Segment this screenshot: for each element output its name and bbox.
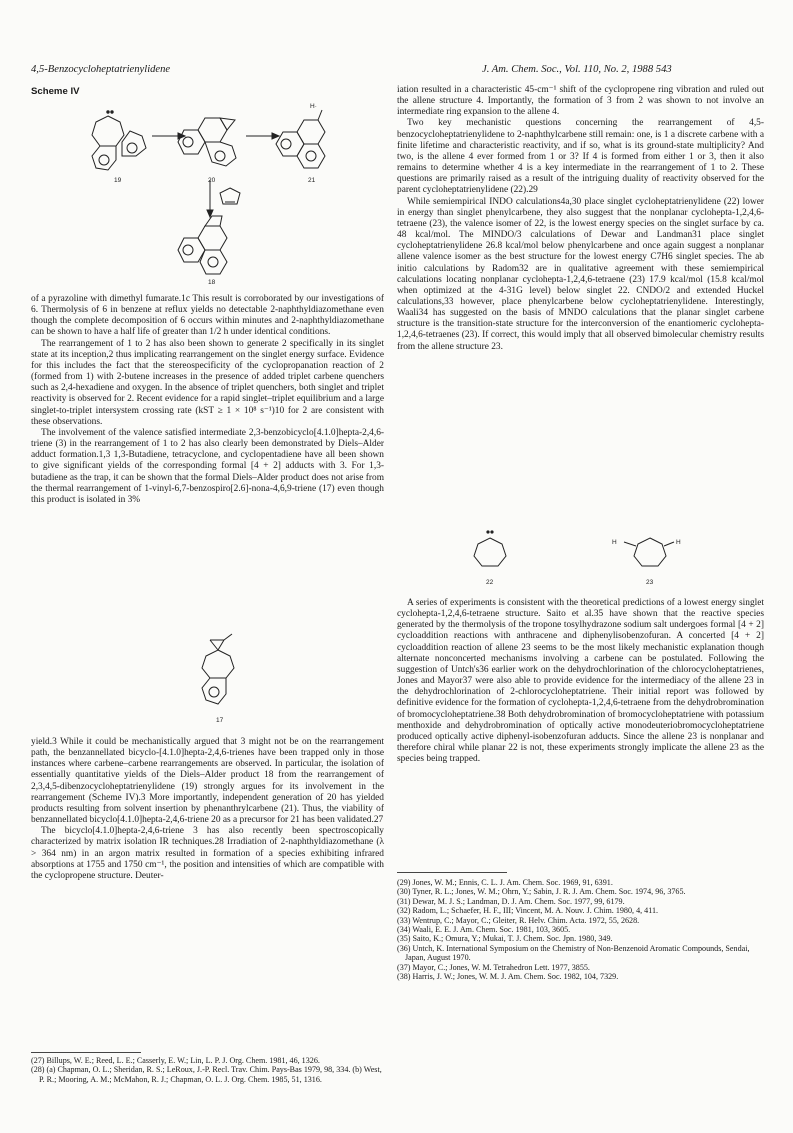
paragraph: yield.3 While it could be mechanistically argued that 3 might not be on the rearrangement path, the benzannellated bicyclo-[4.1.0]hepta-2,4,6-trienes have been trapped only in those instances where carbene–carbene rearrangements are observed. In particular, the isolation of essentially quantitative yields of the Diels–Alder product 18 from the rearrangement of 2,3,4,5-dibenzocycloheptatrienylidene (19) strongly argues for its involvement in the rearrangement (Scheme IV).3 More importantly, independent generation of 20 has yielded products resulting from solvent insertion by phenanthrylcarbene (21). Thus, the viability of benzannellated bicyclo[4.1.0]hepta-2,4,6-triene 20 as a precursor for 21 has been validated.27	[31, 737, 384, 826]
label-17: 17	[216, 717, 224, 724]
label-18: 18	[208, 279, 216, 286]
paragraph: A series of experiments is consistent with the theoretical predictions of a lowest energy singlet cyclohepta-1,2,4,6-tetraene structure. Saito et al.35 have shown that the reactive species generated by the thermolysis of the tropone tosylhydrazone sodium salt undergoes formal [4 + 2] cycloaddition reactions with anthracene and diphenylisobenzofuran. A concerted [4 + 2] cycloaddition reaction of allene 23 seems to be the most likely mechanistic explanation though alternate nonconcerted mechanisms involving a carbene can be postulated. Following the suggestion of Untch's36 earlier work on the dehydrochlorination of the chlorocycloheptatrienes, Jones and Mayor37 were also able to provide evidence for the intermediacy of the allene 23 in the dehydrochlorination of 2-chlorocycloheptatriene. Their initial report was followed by definitive evidence for the formation of cyclohepta-1,2,4,6-tetraene from the dehydrobromination of bromocycloheptatriene.38 Both dehydrobromination of bromocycloheptatriene with potassium menthoxide and dehydrobromination of optically active monodeuteriobromocycloheptatriene produced optically active diphenyl-isobenzofuran adducts. Since the allene 23 is nonplanar and therefore chiral while planar 22 is not, these experiments strongly implicate the allene 23 as the species being trapped.	[397, 598, 764, 765]
label-19: 19	[114, 177, 122, 184]
atom-h-right: H	[676, 539, 681, 546]
footnote: (30) Tyner, R. L.; Jones, W. M.; Ohrn, Y.; Sabin, J. R. J. Am. Chem. Soc. 1974, 96, 3765.	[397, 887, 686, 897]
footnote: (28) (a) Chapman, O. L.; Sheridan, R. S.; LeRoux, J.-P. Recl. Trav. Chim. Pays-Bas 1979, 98, 334. (b) West, P. R.; Mooring, A. M.; McMahon, R. J.; Chapman, O. L. J. Org. Chem. 1985, 51, 1316.	[31, 1065, 382, 1084]
footnote: (37) Mayor, C.; Jones, W. M. Tetrahedron Lett. 1977, 3855.	[397, 962, 590, 972]
paragraph: of a pyrazoline with dimethyl fumarate.1c This result is corroborated by our investigations of 6. Thermolysis of 6 in benzene at reflux yields no detectable 2-naphthyldiazomethane even though the complete decomposition of 6 occurs within minutes and 2-naphthyldiazomethane can be shown to have a half life of greater than 1/2 h under identical conditions.	[31, 294, 384, 338]
label-20: 20	[208, 177, 216, 184]
structure-19	[92, 111, 146, 170]
structures-22-23-diagram	[470, 528, 710, 588]
structure-21	[276, 110, 325, 168]
footnote-rule	[31, 1052, 141, 1053]
right-column-top	[397, 85, 764, 522]
footnote: (29) Jones, W. M.; Ennis, C. L. J. Am. Chem. Soc. 1969, 91, 6391.	[397, 878, 613, 887]
paragraph: The rearrangement of 1 to 2 has also been shown to generate 2 specifically in its singlet state at its inception,2 thus implicating rearrangement on the singlet energy surface. Evidence for this includes the fact that the stereospecificity of the cyclopropanation reaction of 2 (formed from 1) with 2-butene increases in the presence of added triplet carbene quenchers such as 2,4-hexadiene and oxygen. In the absence of triplet quenchers, both singlet and triplet reactivity is observed for 2. Recent evidence for a rapid singlet–triplet equilibrium and a large singlet-to-triplet intersystem crossing rate (kST ≥ 1 × 10⁸ s⁻¹)10 for 2 are consistent with these observations.	[31, 338, 384, 427]
paragraph: While semiempirical INDO calculations4a,30 place singlet cycloheptatrienylidene (22) lower in energy than singlet phenylcarbene, they also suggest that the nonplanar cyclohepta-1,2,4,6-tetraene (23), the valence isomer of 22, is the lowest energy species on the singlet surface by ca. 48 kcal/mol. The MINDO/3 calculations of Dewar and Landman31 place singlet cycloheptatrienylidene 26.8 kcal/mol below phenylcarbene and once again suggest a nonplanar allene valence isomer as the best structure for the lowest energy C7H6 singlet species. The ab initio calculations by Radom32 are in qualitative agreement with these semiempirical calculations locating nonplanar cyclohepta-1,2,4,6-tetraene (23) 17.9 kcal/mol (15.8 kcal/mol when optimized at the 4-31G level) below singlet 22. CNDO/2 and extended Huckel calculations,33 however, place phenylcarbene below cycloheptatrienylidene. Interestingly, Waali34 has suggested on the basis of MNDO calculations that the planar singlet carbene structure is the transition-state structure for the interconversion of the enantiomeric cyclohepta-1,2,4,6-tetraenes (23). If correct, this would imply that all observed bimolecular chemistry results from the allene structure 23.	[397, 196, 764, 352]
footnote: (31) Dewar, M. J. S.; Landman, D. J. Am. Chem. Soc. 1977, 99, 6179.	[397, 896, 625, 906]
right-column-bottom	[397, 598, 764, 866]
footnote-rule	[397, 872, 507, 873]
footnotes-left	[31, 1056, 384, 1084]
label-22: 22	[486, 579, 494, 586]
paragraph: The bicyclo[4.1.0]hepta-2,4,6-triene 3 has also recently been spectroscopically characterized by matrix isolation IR techniques.28 Irradiation of 2-naphthyldiazomethane (λ > 364 nm) in an argon matrix resulted in formation of a species exhibiting infrared absorptions at 1755 and 1750 cm⁻¹, the position and intensities of which are compatible with the cyclopropene structure. Deuter-	[31, 826, 384, 881]
left-column-top	[31, 294, 384, 621]
footnote: (35) Saito, K.; Omura, Y.; Mukai, T. J. Chem. Soc. Jpn. 1980, 349.	[397, 934, 613, 944]
left-column-bottom	[31, 737, 384, 1045]
paragraph: Two key mechanistic questions concerning the rearrangement of 4,5-benzocycloheptatrienylidene to 2-naphthylcarbene still remain: one, is 1 a discrete carbene with a finite lifetime and characteristic reactivity, and if so, what is its ground-state multiplicity? And two, is the allene 4 ever formed from 1 or 3? If 4 is formed from either 1 or 3, then it also remains to determine whether 4 is a key intermediate in the rearrangement of 1 to 2. These questions are primarily raised as a result of the intriguing duality of reactivity observed for the parent cycloheptatrienylidene (22).29	[397, 118, 764, 196]
label-23: 23	[646, 579, 654, 586]
paragraph: iation resulted in a characteristic 45-cm⁻¹ shift of the cyclopropene ring vibration and ruled out the allene structure 4. Importantly, the formation of 3 from 2 was shown to not involve an intermediate ring expansion to the allene 4.	[397, 85, 764, 118]
footnote: (34) Waali, E. E. J. Am. Chem. Soc. 1981, 103, 3605.	[397, 925, 571, 935]
paragraph: The involvement of the valence satisfied intermediate 2,3-benzobicyclo[4.1.0]hepta-2,4,6-triene (3) in the rearrangement of 1 to 2 has also clearly been demonstrated by Diels–Alder adduct formation.1,3 1,3-Butadiene, tetracyclone, and cyclopentadiene have all been shown to give significant yields of the corresponding formal [4 + 2] adducts with 3. For 1,3-butadiene as the trap, it can be shown that the formal Diels–Alder product does not arise from the thermal rearrangement of 1-vinyl-6,7-benzospiro[2.6]-nona-4,6,9-triene (17) even though this product is isolated in 3%	[31, 427, 384, 505]
footnote: (33) Wentrup, C.; Mayor, C.; Gleiter, R. Helv. Chim. Acta. 1972, 55, 2628.	[397, 915, 640, 925]
structure-17-diagram	[180, 632, 260, 727]
structure-18	[178, 216, 227, 274]
structure-20	[178, 118, 236, 166]
atom-h-left: H	[612, 539, 617, 546]
footnote: (36) Untch, K. International Symposium on the Chemistry of Non-Benzenoid Aromatic Compounds, Sendai, Japan, August 1970.	[397, 943, 750, 963]
footnote: (27) Billups, W. E.; Reed, L. E.; Casserly, E. W.; Lin, L. P. J. Org. Chem. 1981, 46, 1326.	[31, 1056, 320, 1065]
footnote: (32) Radom, L.; Schaefer, H. F., III; Vincent, M. A. Nouv. J. Chim. 1980, 4, 411.	[397, 906, 659, 916]
scheme-iv-diagram	[60, 98, 360, 288]
scheme-title: Scheme IV	[31, 86, 80, 97]
atom-h-dot: H·	[310, 103, 317, 110]
label-21: 21	[308, 177, 316, 184]
footnote: (38) Harris, J. W.; Jones, W. M. J. Am. Chem. Soc. 1982, 104, 7329.	[397, 972, 619, 982]
footnotes-right	[397, 878, 764, 981]
running-head-right: J. Am. Chem. Soc., Vol. 110, No. 2, 1988 543	[482, 64, 672, 75]
running-head-left: 4,5-Benzocycloheptatrienylidene	[31, 64, 171, 75]
